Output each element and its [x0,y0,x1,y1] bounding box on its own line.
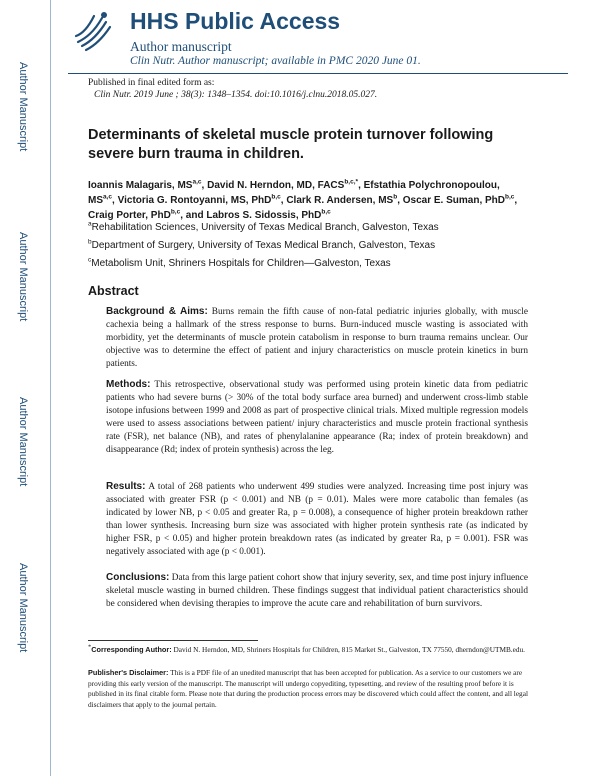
author-name: Ioannis Malagaris, MS [88,180,193,191]
affiliation-c: $^c$Metabolism Unit, Shriners Hospitals for Children—Galveston, Texas [88,256,391,269]
author-affil: b,c,* [344,178,359,186]
corresponding-author-note: *Corresponding Author: David N. Herndon, MD, Shriners Hospitals for Children, 815 Market St., Galveston, TX 77550, dherndon@UTMB.edu. [88,643,525,654]
author-affil: b,c [170,208,181,216]
author-name: Craig Porter, PhD [88,210,171,221]
author-affil: b,c [321,208,331,216]
abstract-conclusions: Conclusions: Data from this large patient cohort show that injury severity, sex, and time post injury influence skeletal muscle wasting in burned children. These findings suggest that individual patient characteristics should be considered when devising therapies to improve the acute care and rehabilitation of burn survivors. [106,572,528,609]
hhs-public-access-title: HHS Public Access [130,8,341,34]
published-line: Published in final edited form as: [88,78,215,88]
author-affil: b [393,193,398,201]
journal-availability-line: Clin Nutr. Author manuscript; available in PMC 2020 June 01. [130,55,421,67]
side-label: Author Manuscript [17,232,29,322]
author-affil: b,c [271,193,281,201]
footnote-divider [88,640,258,641]
author-name: Oscar E. Suman, PhD [402,195,506,206]
abstract-methods: Methods: This retrospective, observational study was performed using protein kinetic data from pediatric patients who had severe burns (> 30% of the total body surface area burned) and underwent cross-limb stable isotope infusions between 1999 and 2008 as part of prospective clinical trials. Mixed multiple regression models were used to assess associations between patient/ injury characteristics and muscle protein fractional synthesis rate (FSR), net balance (NB), and rates of phenylalanine appearance (Ra; index of protein breakdown) and disappearance (Rd; index of protein synthesis) across the leg. [106,379,528,455]
author-name: Efstathia Polychronopoulou, MS [88,180,500,206]
author-list: Ioannis Malagaris, MS$^{a,c}$, David N. Herndon, MD, $FACS^{b,c,*}$, Efstathia Polychronopoulou, MS$^{a,c}$, Victoria G. Rontoyanni, MS, PhD$^{b,c}$, Clark R. Andersen, $MS^b$, Oscar E. Suman, PhD$^{b,c}$, Craig Porter, PhD$^{b,c}$, and Labros S. Sidossis, PhD$^{b,c}$ [88,178,518,221]
author-name: Victoria G. Rontoyanni, MS, PhD [117,195,272,206]
author-name: David N. Herndon, MD, FACS [207,180,345,191]
abstract-background: Background & Aims: Burns remain the fifth cause of non-fatal pediatric injuries globally, with muscle cachexia being a hallmark of the stress response to burns. Burn-induced muscle wasting is associated with morbidity, yet the determinants of muscle protein catabolism in response to burn trauma remains unclear. Our objective was to determine the effect of patient and injury characteristics on muscle protein kinetics in burn patients. [106,306,529,369]
affiliation-a: $^a$Rehabilitation Sciences, University of Texas Medical Branch, Galveston, Texas [88,220,439,233]
author-manuscript-sidebar [0,0,51,776]
hhs-eagle-logo-icon [72,8,114,54]
author-affil: a,c [103,193,113,201]
author-affil: a,c [192,178,202,186]
abstract-results: Results: A total of 268 patients who underwent 499 studies were analyzed. Increasing time post injury was associated with greater FSR (p < 0.001) and NB (p = 0.01). Males were more catabolic than females (as indicated by lower NB, p < 0.05 and greater Ra, p = 0.008), a consequence of higher protein breakdown rather than lower synthesis. Increasing burn size was associated with higher protein synthesis rate (as indicated by higher FSR, p < 0.05) and higher protein breakdown rates (as indicated by greater Ra, p = 0.001). FSR was negatively associated with age (p < 0.001). [106,481,528,557]
citation-line: Clin Nutr. 2019 June ; 38(3): 1348–1354. doi:10.1016/j.clnu.2018.05.027. [94,90,378,100]
article-title: Determinants of skeletal muscle protein turnover following severe burn trauma in children. [88,127,494,162]
author-name: Clark R. Andersen, MS [286,195,394,206]
side-label: Author Manuscript [17,397,29,487]
header-divider [68,73,568,74]
author-name: Labros S. Sidossis, PhD [206,210,322,221]
affiliation-b: $^b$Department of Surgery, University of Texas Medical Branch, Galveston, Texas [88,238,436,251]
abstract-heading: Abstract [88,284,139,298]
side-label: Author Manuscript [17,62,29,152]
author-affil: b,c [505,193,515,201]
author-manuscript-subtitle: Author manuscript [130,39,232,54]
side-label: Author Manuscript [17,563,29,653]
publisher-disclaimer: Publisher's Disclaimer: This is a PDF file of an unedited manuscript that has been accepted for publication. As a service to our customers we are providing this early version of the manuscript. The manuscript will undergo copyediting, typesetting, and review of the resulting proof before it is published in its final citable form. Please note that during the production process errors may be discovered which could affect the content, and all legal disclaimers that apply to the journal pertain. [88,668,528,709]
